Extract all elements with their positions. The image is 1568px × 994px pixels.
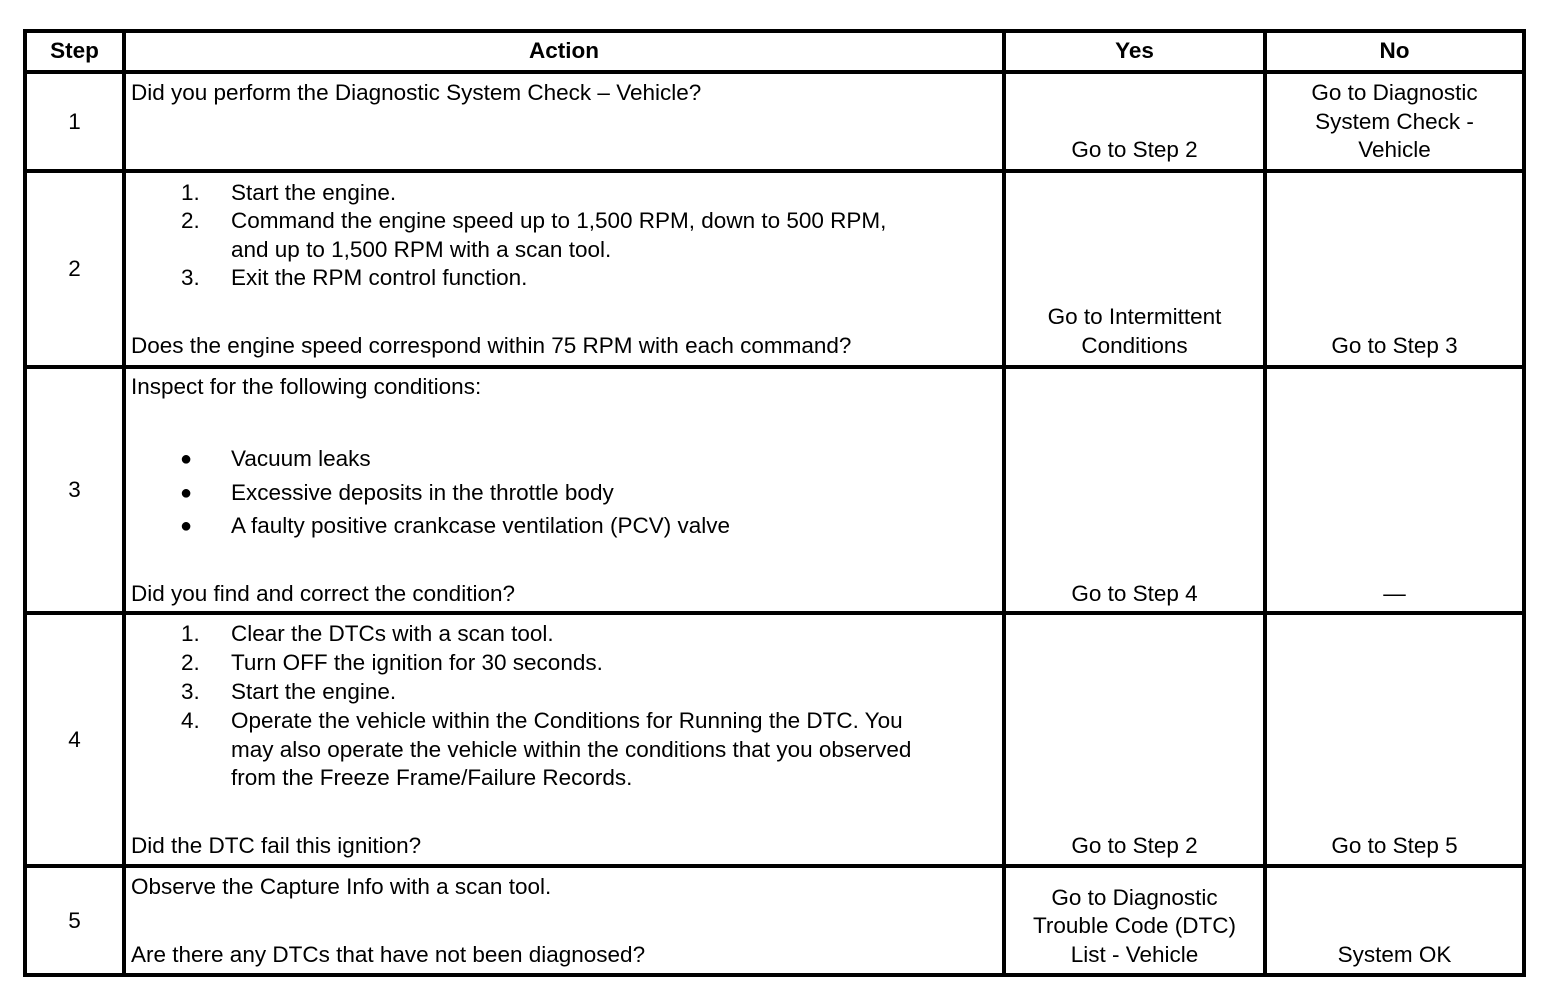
header-action: Action: [529, 38, 599, 63]
list-number: 4.: [181, 708, 200, 733]
bullet-icon: ●: [180, 448, 193, 470]
list-item-text: Start the engine.: [231, 679, 397, 704]
row-divider: [23, 365, 1526, 369]
action-question: Did you find and correct the condition?: [131, 581, 515, 606]
no-result-line: Vehicle: [1358, 137, 1431, 162]
action-question: Did the DTC fail this ignition?: [131, 833, 422, 858]
list-number: 3.: [181, 265, 200, 290]
table-border-right: [1522, 29, 1526, 977]
bullet-item: Vacuum leaks: [231, 446, 371, 471]
yes-result-line: Conditions: [1081, 333, 1188, 358]
bullet-icon: ●: [180, 482, 193, 504]
header-no: No: [1379, 38, 1410, 63]
list-item-text: and up to 1,500 RPM with a scan tool.: [231, 237, 612, 262]
step-number: 3: [68, 477, 81, 502]
yes-result-line: Trouble Code (DTC): [1033, 913, 1236, 938]
yes-result-line: Go to Intermittent: [1047, 304, 1222, 329]
no-result-line: Go to Diagnostic: [1311, 80, 1478, 105]
no-result: Go to Step 3: [1331, 333, 1458, 358]
no-result-line: System Check -: [1315, 109, 1474, 134]
list-item-text: from the Freeze Frame/Failure Records.: [231, 765, 633, 790]
step-number: 1: [68, 109, 81, 134]
action-question: Did you perform the Diagnostic System Check – Vehicle?: [131, 80, 702, 105]
action-question: Are there any DTCs that have not been diagnosed?: [131, 942, 646, 967]
no-result: System OK: [1337, 942, 1452, 967]
list-item-text: Operate the vehicle within the Conditions for Running the DTC. You: [231, 708, 903, 733]
yes-result: Go to Step 2: [1071, 137, 1198, 162]
action-question: Does the engine speed correspond within 75 RPM with each command?: [131, 333, 852, 358]
list-number: 2.: [181, 208, 200, 233]
list-item-text: may also operate the vehicle within the conditions that you observed: [231, 737, 912, 762]
table-border-top: [23, 29, 1526, 33]
header-yes: Yes: [1115, 38, 1154, 63]
list-number: 1.: [181, 621, 200, 646]
action-intro: Observe the Capture Info with a scan tool.: [131, 874, 552, 899]
yes-result-line: List - Vehicle: [1070, 942, 1199, 967]
action-intro: Inspect for the following conditions:: [131, 374, 482, 399]
bullet-item: A faulty positive crankcase ventilation (PCV) valve: [231, 513, 730, 538]
list-number: 2.: [181, 650, 200, 675]
yes-result-line: Go to Diagnostic: [1051, 885, 1218, 910]
list-item-text: Clear the DTCs with a scan tool.: [231, 621, 554, 646]
row-divider: [23, 864, 1526, 868]
bullet-item: Excessive deposits in the throttle body: [231, 480, 614, 505]
column-divider: [122, 29, 126, 977]
no-result: Go to Step 5: [1331, 833, 1458, 858]
row-divider: [23, 611, 1526, 615]
row-divider: [23, 169, 1526, 173]
list-item-text: Command the engine speed up to 1,500 RPM, down to 500 RPM,: [231, 208, 887, 233]
step-number: 5: [68, 908, 81, 933]
list-item-text: Start the engine.: [231, 180, 397, 205]
step-number: 2: [68, 256, 81, 281]
list-number: 3.: [181, 679, 200, 704]
list-number: 1.: [181, 180, 200, 205]
yes-result: Go to Step 4: [1071, 581, 1198, 606]
list-item-text: Exit the RPM control function.: [231, 265, 528, 290]
step-number: 4: [68, 727, 81, 752]
list-item-text: Turn OFF the ignition for 30 seconds.: [231, 650, 603, 675]
bullet-icon: ●: [180, 515, 193, 537]
yes-result: Go to Step 2: [1071, 833, 1198, 858]
table-border-bottom: [23, 973, 1526, 977]
row-divider: [23, 70, 1526, 74]
no-result-dash: —: [1383, 581, 1406, 606]
header-step: Step: [50, 38, 99, 63]
